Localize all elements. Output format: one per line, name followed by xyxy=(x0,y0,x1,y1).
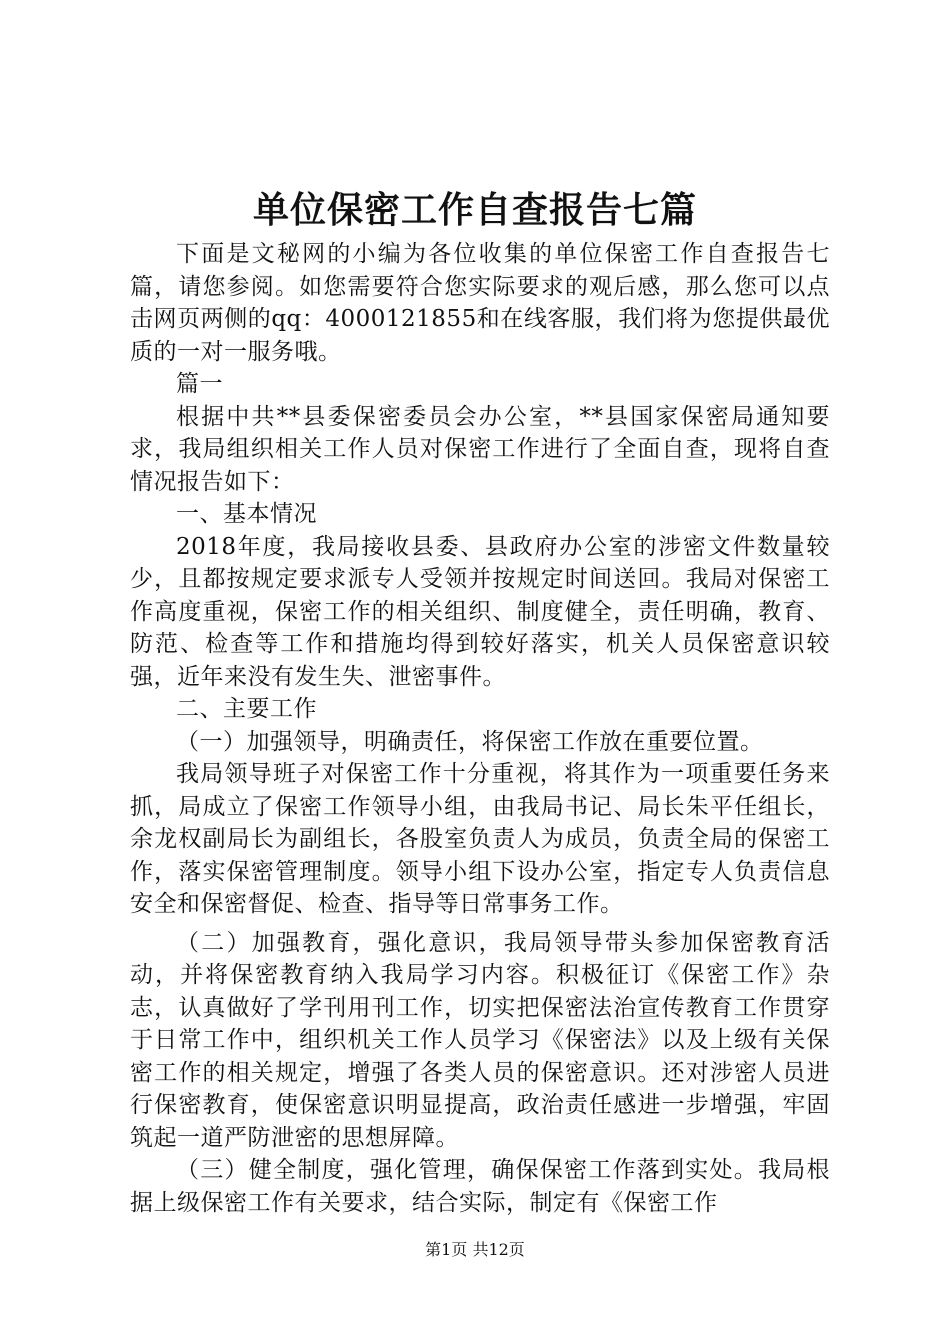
page-number-footer: 第1页 共12页 xyxy=(425,1240,525,1259)
intro-paragraph: 下面是文秘网的小编为各位收集的单位保密工作自查报告七篇，请您参阅。如您需要符合您实际要求的观后感，那么您可以点击网页两侧的qq：4000121855和在线客服，我们将为您提供最优质的一对一服务哦。 xyxy=(130,241,830,365)
paragraph-leadership: 我局领导班子对保密工作十分重视，将其作为一项重要任务来抓，局成立了保密工作领导小组，由我局书记、局长朱平任组长，余龙权副局长为副组长，各股室负责人为成员，负责全局的保密工作，落实保密管理制度。领导小组下设办公室，指定专人负责信息安全和保密督促、检查、指导等日常事务工作。 xyxy=(130,761,830,917)
paragraph-basic-situation: 2018年度，我局接收县委、县政府办公室的涉密文件数量较少，且都按规定要求派专人受领并按规定时间送回。我局对保密工作高度重视，保密工作的相关组织、制度健全，责任明确，教育、防范、检查等工作和措施均得到较好落实，机关人员保密意识较强，近年来没有发生失、泄密事件。 xyxy=(130,533,830,690)
section-heading-main-work: 二、主要工作 xyxy=(176,696,317,722)
paragraph-education: （二）加强教育，强化意识，我局领导带头参加保密教育活动，并将保密教育纳入我局学习内容。积极征订《保密工作》杂志，认真做好了学刊用刊工作，切实把保密法治宣传教育工作贯穿于日常工作中，组织机关工作人员学习《保密法》以及上级有关保密工作的相关规定，增强了各类人员的保密意识。还对涉密人员进行保密教育，使保密意识明显提高，政治责任感进一步增强，牢固筑起一道严防泄密的思想屏障。 xyxy=(130,929,830,1151)
paragraph-notice: 根据中共**县委保密委员会办公室，**县国家保密局通知要求，我局组织相关工作人员对保密工作进行了全面自查，现将自查情况报告如下： xyxy=(130,403,830,495)
document-title: 单位保密工作自查报告七篇 xyxy=(252,189,697,231)
section-heading-basic-situation: 一、基本情况 xyxy=(176,501,317,527)
section-heading-part-one: 篇一 xyxy=(176,371,223,397)
subheading-leadership: （一）加强领导，明确责任，将保密工作放在重要位置。 xyxy=(176,728,764,755)
paragraph-system: （三）健全制度，强化管理，确保保密工作落到实处。我局根据上级保密工作有关要求，结合实际，制定有《保密工作 xyxy=(130,1157,830,1216)
document-body xyxy=(130,238,830,1219)
